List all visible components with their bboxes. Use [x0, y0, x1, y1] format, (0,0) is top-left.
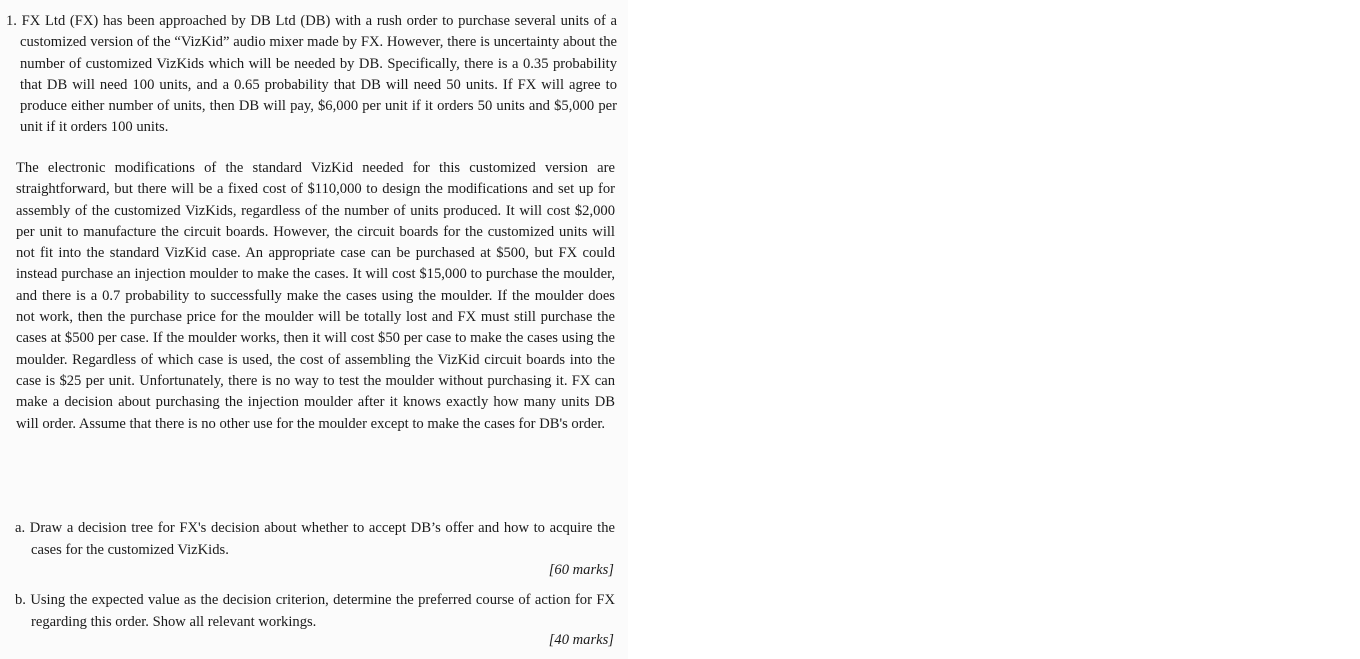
part-a-text: Draw a decision tree for FX's decision about whether to accept DB’s offer and how to acquire the cases for the customized VizKids.	[29, 520, 615, 558]
question-paragraph-2: The electronic modifications of the standard VizKid needed for this customized version are straightforward, but there will be a fixed cost of $110,000 to design the modifications and set up for assembly of the customized VizKids, regardless of the number of units produced. It will cost $2,000 per unit to manufacture the circuit boards. However, the circuit boards for the customized units will not fit into the standard VizKid case. An appropriate case can be purchased at $500, but FX could instead purchase an injection moulder to make the cases. It will cost $15,000 to purchase the moulder, and there is a 0.7 probability to successfully make the cases using the moulder. If the moulder does not work, then the purchase price for the moulder will be totally lost and FX must still purchase the cases at $500 per case. If the moulder works, then it will cost $50 per case to make the cases using the moulder. Regardless of which case is used, the cost of assembling the VizKid circuit boards into the case is $25 per unit. Unfortunately, there is no way to test the moulder without purchasing it. FX can make a decision about purchasing the injection moulder after it knows exactly how many units DB will order. Assume that there is no other use for the moulder except to make the cases for DB's order.	[16, 160, 615, 432]
document-page	[0, 0, 628, 659]
part-b-label: b.	[15, 592, 26, 608]
part-b-marks: [40 marks]	[548, 632, 614, 648]
question-paragraph-1	[6, 11, 617, 139]
part-a	[15, 518, 615, 561]
question-number: 1.	[6, 13, 17, 29]
part-a-marks: [60 marks]	[548, 562, 614, 578]
part-b	[15, 590, 615, 633]
part-a-label: a.	[15, 520, 26, 536]
question-intro-text: FX Ltd (FX) has been approached by DB Ltd (DB) with a rush order to purchase several units of a customized version of the “VizKid” audio mixer made by FX. However, there is uncertainty about the number of customized VizKids which will be needed by DB. Specifically, there is a 0.35 probability that DB will need 100 units, and a 0.65 probability that DB will need 50 units. If FX will agree to produce either number of units, then DB will pay, $6,000 per unit if it orders 50 units and $5,000 per unit if it orders 100 units.	[20, 13, 617, 136]
part-b-text: Using the expected value as the decision criterion, determine the preferred course of action for FX regarding this order. Show all relevant workings.	[30, 592, 615, 630]
